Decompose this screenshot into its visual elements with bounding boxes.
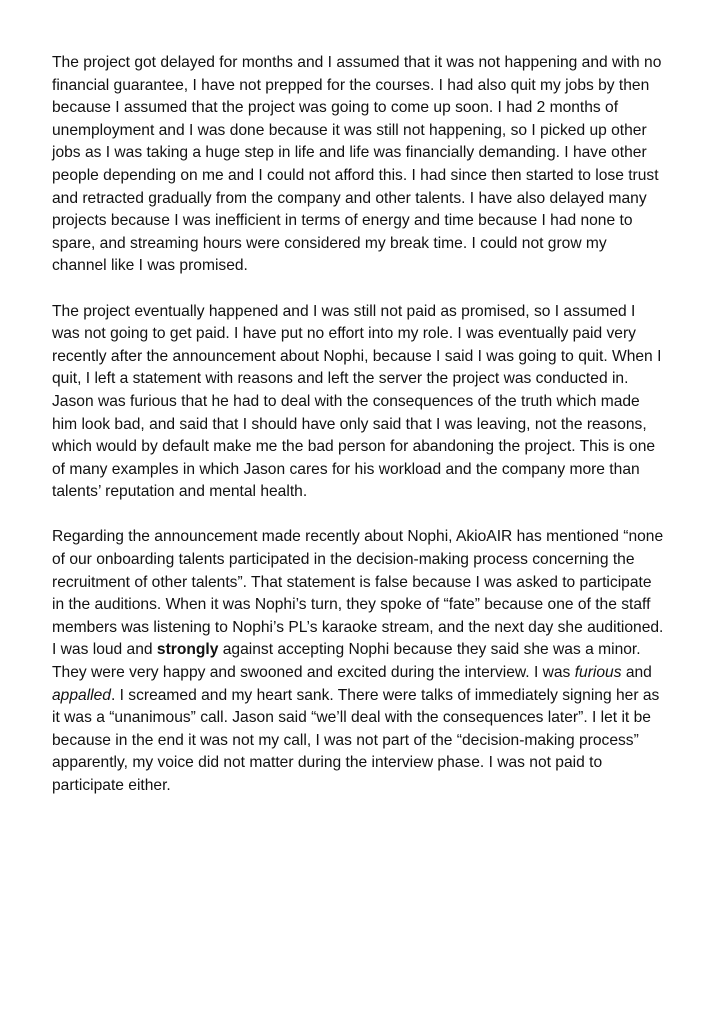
paragraph-3-italic-text-2: appalled xyxy=(52,686,111,704)
paragraph-3-text-part-4: . I screamed and my heart sank. There were talks of immediately signing her as it was a “unanimous” call. Jason said “we’ll deal with the consequences later”. I let it be because in the end it was not my call, I was not part of the “decision-making process” apparently, my voice did not matter during the interview phase. I was not paid to participate either. xyxy=(52,686,660,794)
paragraph-3-text-part-3: and xyxy=(621,664,652,682)
paragraph-2 xyxy=(52,301,664,504)
paragraph-3-bold-text: strongly xyxy=(156,641,219,659)
paragraph-2-text: The project eventually happened and I was still not paid as promised, so I assumed I was not going to get paid. I have put no effort into my role. I was eventually paid very recently after the announcement about Nophi, because I said I was going to quit. When I quit, I left a statement with reasons and left the server the project was conducted in. Jason was furious that he had to deal with the consequences of the truth which made him look bad, and said that I should have only said that I was leaving, not the reasons, which would by default make me the bad person for abandoning the project. This is one of many examples in which Jason cares for his workload and the company more than talents’ reputation and mental health. xyxy=(52,302,662,501)
paragraph-3-text-part-1: Regarding the announcement made recently about Nophi, AkioAIR has mentioned “none of our onboarding talents participated in the decision-making process concerning the recruitment of other talents”. That statement is false because I was asked to participate in the auditions. When it was Nophi’s turn, they spoke of “fate” because one of the staff members was listening to Nophi’s PL’s karaoke stream, and the next day she auditioned. I was loud and xyxy=(52,528,664,659)
paragraph-1 xyxy=(52,52,664,278)
paragraph-3-text-part-2: against accepting Nophi because they said she was a minor. They were very happy and swooned and excited during the interview. I was xyxy=(52,641,641,682)
paragraph-3-italic-text-1: furious xyxy=(574,664,622,682)
paragraph-1-text: The project got delayed for months and I assumed that it was not happening and with no financial guarantee, I have not prepped for the courses. I had also quit my jobs by then because I assumed that the project was going to come up soon. I had 2 months of unemployment and I was done because it was still not happening, so I picked up other jobs as I was taking a huge step in life and life was financially demanding. I have other people depending on me and I could not afford this. I had since then started to lose trust and retracted gradually from the company and other talents. I have also delayed many projects because I was inefficient in terms of energy and time because I had none to spare, and streaming hours were considered my break time. I could not grow my channel like I was promised. xyxy=(52,54,662,275)
paragraph-3 xyxy=(52,526,664,797)
document-page xyxy=(52,52,664,820)
